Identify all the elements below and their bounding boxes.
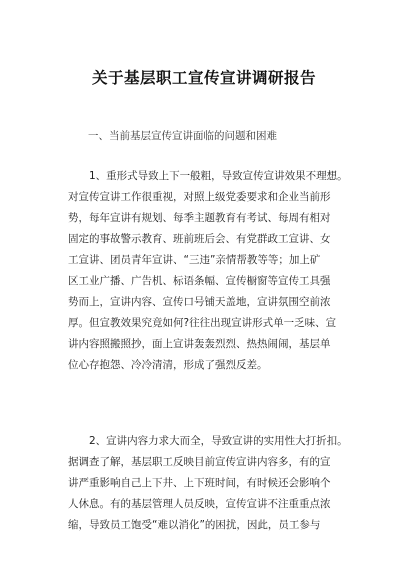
paragraph-2 [68, 431, 358, 536]
paragraph-line: 1、重形式导致上下一般粗，导致宣传宣讲效果不理想。 [89, 170, 348, 182]
paragraph-line: 区工业广播、广告机、标语条幅、宣传橱窗等宣传工具强 [68, 275, 331, 287]
paragraph-line: 据调查了解，基层职工反映目前宣传宣讲内容多，有的宣 [68, 456, 331, 468]
paragraph-line: 对宣传宣讲工作很重视，对照上级党委要求和企业当前形 [68, 191, 331, 203]
paragraph-line: 位心存抱怨、冷冷清清，形成了强烈反差。 [68, 359, 268, 371]
paragraph-1 [68, 166, 358, 376]
paragraph-line: 势，每年宣讲有规划、每季主题教育有考试、每周有相对 [68, 212, 331, 224]
paragraph-line: 讲内容照搬照抄，面上宣讲轰轰烈烈、热热闹闹，基层单 [68, 338, 331, 350]
paragraph-line: 势而上，宣讲内容、宣传口号铺天盖地，宣讲氛围空前浓 [68, 296, 331, 308]
section-heading: 一、当前基层宣传宣讲面临的问题和困难 [88, 130, 277, 142]
paragraph-line: 缩，导致员工饱受“难以消化”的困扰，因此，员工参与 [68, 519, 321, 531]
paragraph-line: 人休息。有的基层管理人员反映，宣传宣讲不注重重点浓 [68, 498, 331, 510]
document-title: 关于基层职工宣传宣讲调研报告 [91, 68, 316, 87]
paragraph-line: 厚。但宣教效果究竟如何?往往出现宣讲形式单一乏味、宣 [68, 317, 337, 329]
paragraph-line: 工宣讲、团员青年宣讲、“三违”亲情帮教等等；加上矿 [68, 254, 321, 266]
paragraph-line: 2、宣讲内容力求大而全，导致宣讲的实用性大打折扣。 [89, 435, 348, 447]
paragraph-line: 固定的事故警示教育、班前班后会、有党群政工宣讲、女 [68, 233, 331, 245]
paragraph-line: 讲严重影响自己上下井、上下班时间，有时候还会影响个 [68, 477, 331, 489]
